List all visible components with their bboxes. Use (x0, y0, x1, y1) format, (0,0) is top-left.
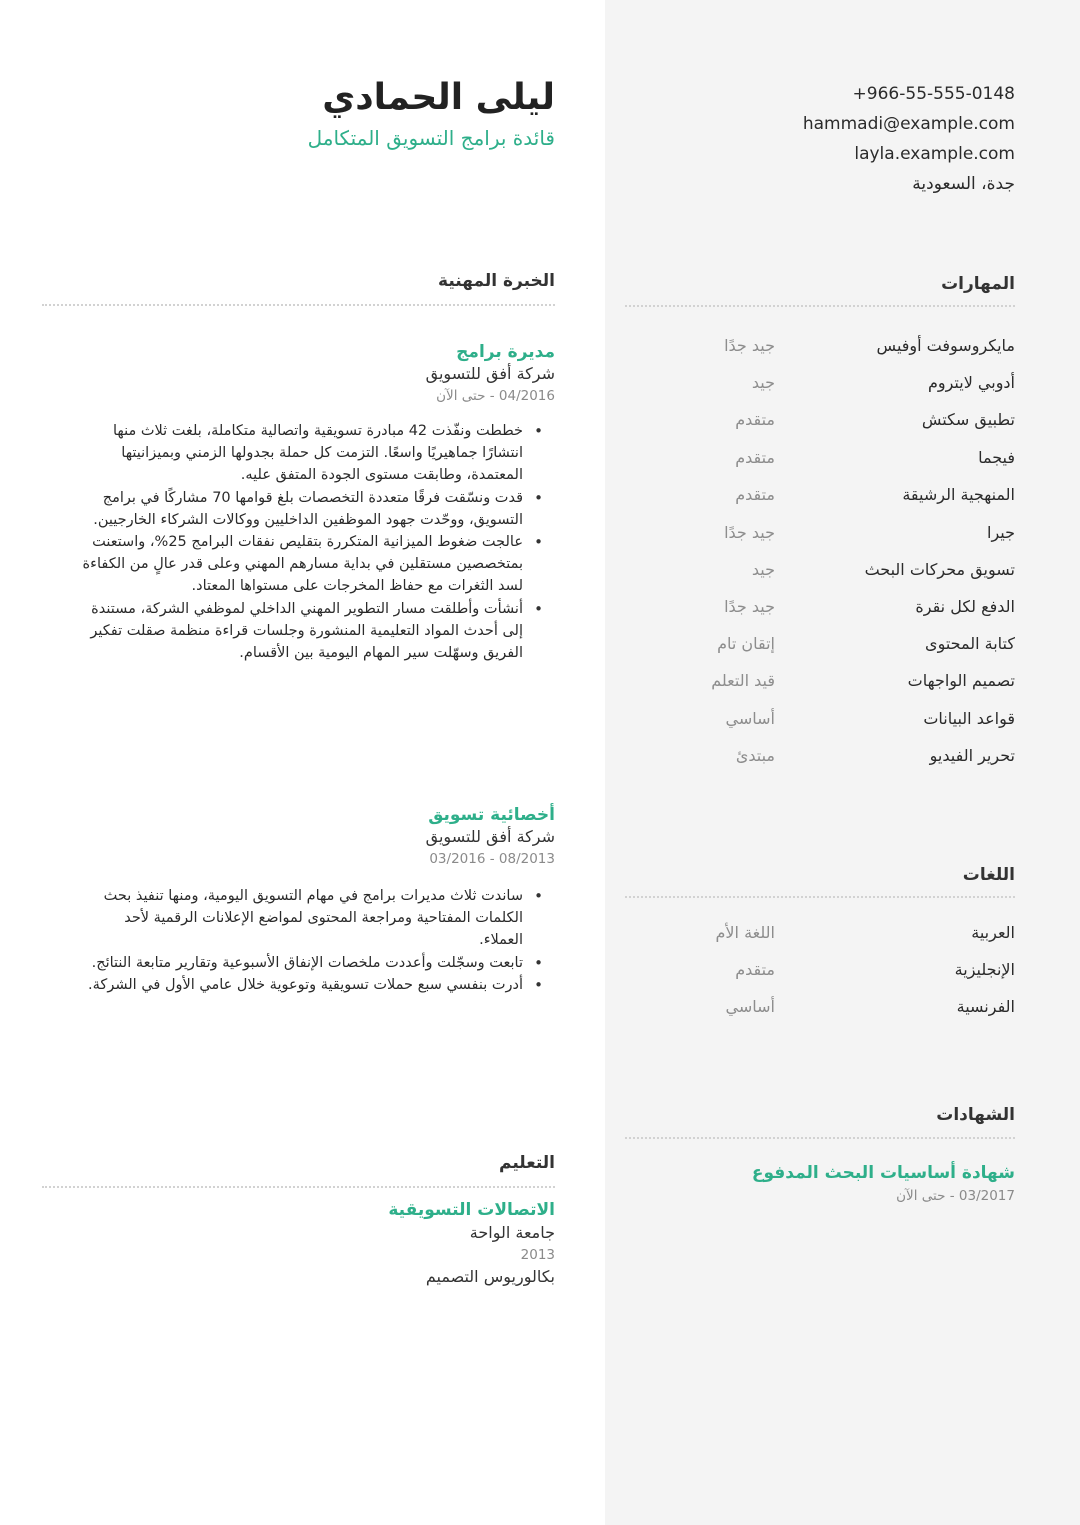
contact-location: جدة، السعودية (912, 174, 1015, 194)
job-company: شركة أفق للتسويق (425, 364, 555, 383)
experience-divider (42, 304, 555, 306)
job-company: شركة أفق للتسويق (425, 827, 555, 846)
job-bullets (78, 885, 523, 996)
language-level: اللغة الأم (715, 923, 775, 942)
job-dates: 04/2016 - حتى الآن (436, 388, 555, 404)
education-school: جامعة الواحة (469, 1223, 555, 1242)
skill-level: جيد جدًا (724, 597, 775, 616)
certificate-title: شهادة أساسيات البحث المدفوع (751, 1163, 1015, 1183)
skill-name: تطبيق سكتش (921, 410, 1015, 429)
education-heading: التعليم (499, 1153, 555, 1173)
education-year: 2013 (520, 1247, 555, 1263)
skill-level: متقدم (735, 410, 775, 429)
certificate-dates: 03/2017 - حتى الآن (896, 1188, 1015, 1204)
language-name: الفرنسية (956, 997, 1015, 1016)
language-name: الإنجليزية (954, 960, 1015, 979)
certificates-divider (625, 1137, 1015, 1139)
skill-name: الدفع لكل نقرة (915, 597, 1015, 616)
skill-name: تصميم الواجهات (907, 671, 1015, 690)
skill-level: جيد (751, 373, 775, 392)
skill-level: إتقان تام (717, 634, 775, 653)
languages-divider (625, 896, 1015, 898)
skill-name: تسويق محركات البحث (864, 560, 1015, 579)
skill-level: جيد جدًا (724, 523, 775, 542)
skill-name: فيجما (978, 448, 1015, 467)
skill-level: متقدم (735, 485, 775, 504)
skill-name: كتابة المحتوى (925, 634, 1015, 653)
skills-heading: المهارات (941, 274, 1015, 294)
job-dates: 08/2013 - 03/2016 (429, 851, 555, 867)
job-title: أخصائية تسويق (428, 805, 555, 825)
candidate-name: ليلى الحمادي (322, 77, 555, 118)
skill-level: أساسي (725, 709, 775, 728)
skill-name: أدوبي لايتروم (927, 373, 1015, 392)
experience-heading: الخبرة المهنية (438, 271, 555, 291)
list-item: • أدرت بنفسي سبع حملات تسويقية وتوعوية خلال عامي الأول في الشركة. (78, 974, 523, 996)
language-level: متقدم (735, 960, 775, 979)
education-field: الاتصالات التسويقية (388, 1200, 555, 1220)
education-degree: بكالوريوس التصميم (425, 1267, 555, 1286)
candidate-title: قائدة برامج التسويق المتكامل (307, 126, 555, 150)
list-item: • تابعت وسجّلت وأعددت ملخصات الإنفاق الأسبوعية وتقارير متابعة النتائج. (78, 952, 523, 974)
list-item: • خططت ونفّذت 42 مبادرة تسويقية واتصالية متكاملة، بلغت ثلاث منها انتشارًا جماهيريًا واسعًا. التزمت كل حملة بجدولها الزمني وبميزانيتها المعتمدة، وطابقت مستوى الجودة المتفق عليه. (78, 420, 523, 487)
language-name: العربية (971, 923, 1015, 942)
skills-divider (625, 305, 1015, 307)
job-title: مديرة برامج (456, 342, 555, 362)
contact-website[interactable]: layla.example.com (854, 144, 1015, 164)
list-item: • أنشأت وأطلقت مسار التطوير المهني الداخلي لموظفي الشركة، مستندة إلى أحدث المواد التعليمية المنشورة وجلسات قراءة منظمة صقلت تفكير الفريق وسهّلت سير المهام اليومية بين الأقسام. (78, 598, 523, 665)
contact-email[interactable]: hammadi@example.com (802, 114, 1015, 134)
list-item: • عالجت ضغوط الميزانية المتكررة بتقليص نفقات البرامج 25%، واستعنت بمتخصصين مستقلين في بداية مسارهم المهني وعلى قدر عالٍ من الكفاءة لسد الثغرات مع حفاظ المخرجات على مستواها المعتاد. (78, 531, 523, 598)
languages-heading: اللغات (962, 865, 1015, 885)
skill-name: قواعد البيانات (923, 709, 1015, 728)
skill-level: جيد (751, 560, 775, 579)
skill-level: متقدم (735, 448, 775, 467)
education-divider (42, 1186, 555, 1188)
skill-name: تحرير الفيديو (929, 746, 1015, 765)
skill-level: جيد جدًا (724, 336, 775, 355)
list-item: • قدت ونسّقت فرقًا متعددة التخصصات بلغ قوامها 70 مشاركًا في برامج التسويق، ووحّدت جهود الموظفين الداخليين ووكالات الشركاء الخارجيين. (78, 487, 523, 531)
list-item: • ساندت ثلاث مديرات برامج في مهام التسويق اليومية، ومنها تنفيذ بحث الكلمات المفتاحية ومراجعة المحتوى لمواضع الإعلانات الرقمية لأحد العملاء. (78, 885, 523, 952)
skill-name: جيرا (987, 523, 1015, 542)
contact-phone: +966-55-555-0148 (852, 84, 1015, 104)
skill-name: مايكروسوفت أوفيس (876, 336, 1015, 355)
skill-level: مبتدئ (735, 746, 775, 765)
job-bullets (78, 420, 523, 664)
skill-level: قيد التعلم (711, 671, 775, 690)
language-level: أساسي (725, 997, 775, 1016)
certificates-heading: الشهادات (936, 1105, 1015, 1125)
skill-name: المنهجية الرشيقة (902, 485, 1015, 504)
